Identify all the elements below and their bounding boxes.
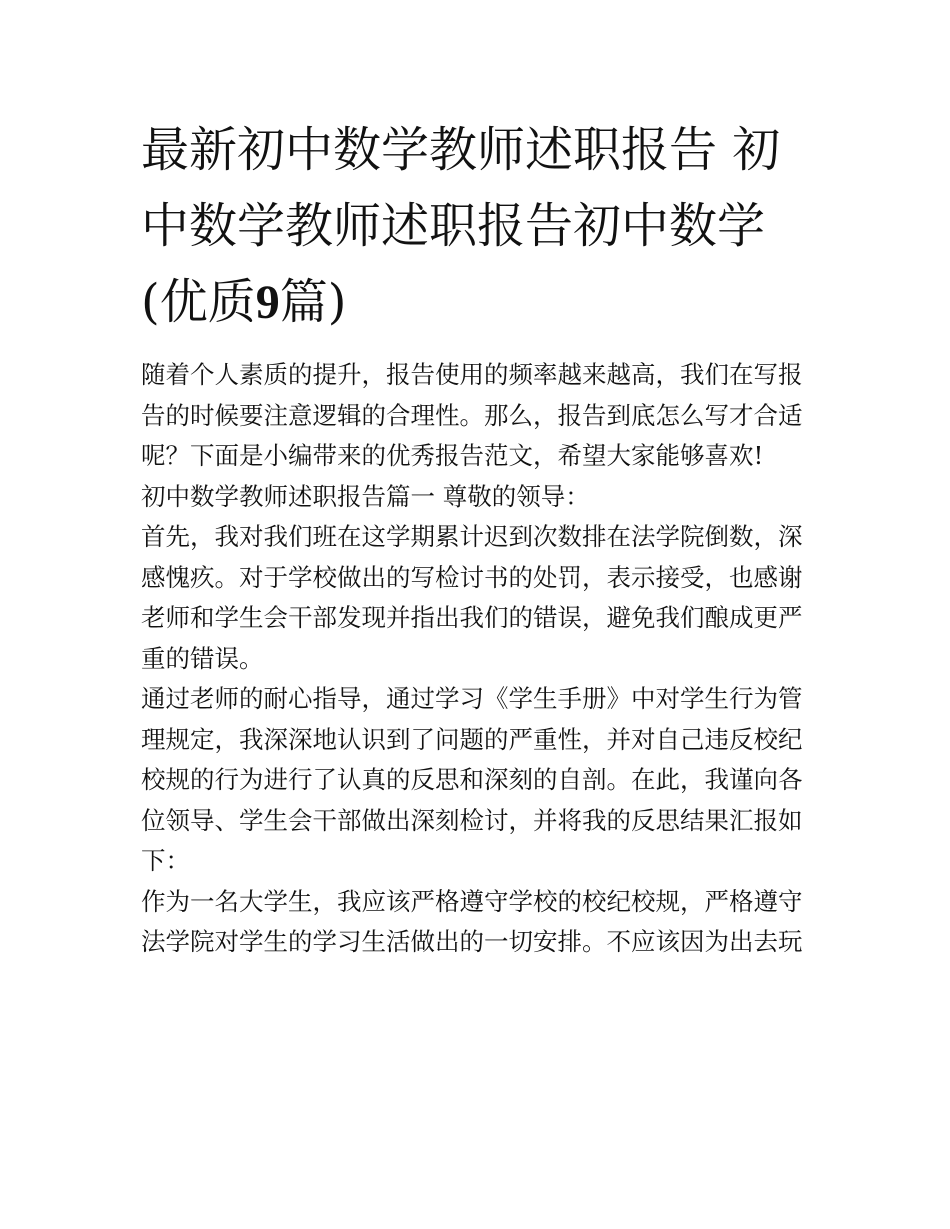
paragraph-section-heading: 初中数学教师述职报告篇一 尊敬的领导：	[141, 481, 590, 511]
paragraph-list	[141, 355, 813, 963]
paragraph-intro: 随着个人素质的提升，报告使用的频率越来越高，我们在写报告的时候要注意逻辑的合理性。那么，报告到底怎么写才合适呢？下面是小编带来的优秀报告范文，希望大家能够喜欢!	[141, 360, 803, 470]
title-line-3-number: 9	[255, 276, 280, 329]
document-title	[141, 112, 813, 341]
paragraph: 作为一名大学生，我应该严格遵守学校的校纪校规，严格遵守法学院对学生的学习生活做出的一切安排。不应该因为出去玩	[141, 886, 803, 956]
paragraph: 通过老师的耐心指导，通过学习《学生手册》中对学生行为管理规定，我深深地认识到了问题的严重性，并对自己违反校纪校规的行为进行了认真的反思和深刻的自剖。在此，我谨向各位领导、学生会干部做出深刻检讨，并将我的反思结果汇报如下：	[141, 684, 803, 875]
title-line-2: 中数学教师述职报告初中数学	[141, 198, 766, 254]
title-line-3-end: 篇)	[279, 274, 347, 330]
title-line-1: 最新初中数学教师述职报告 初	[141, 122, 781, 178]
document-body	[141, 112, 813, 963]
title-line-3-start: (优质	[141, 274, 256, 330]
paragraph: 首先，我对我们班在这学期累计迟到次数排在法学院倒数，深感愧疚。对于学校做出的写检讨书的处罚，表示接受，也感谢老师和学生会干部发现并指出我们的错误，避免我们酿成更严重的错误。	[141, 522, 803, 673]
